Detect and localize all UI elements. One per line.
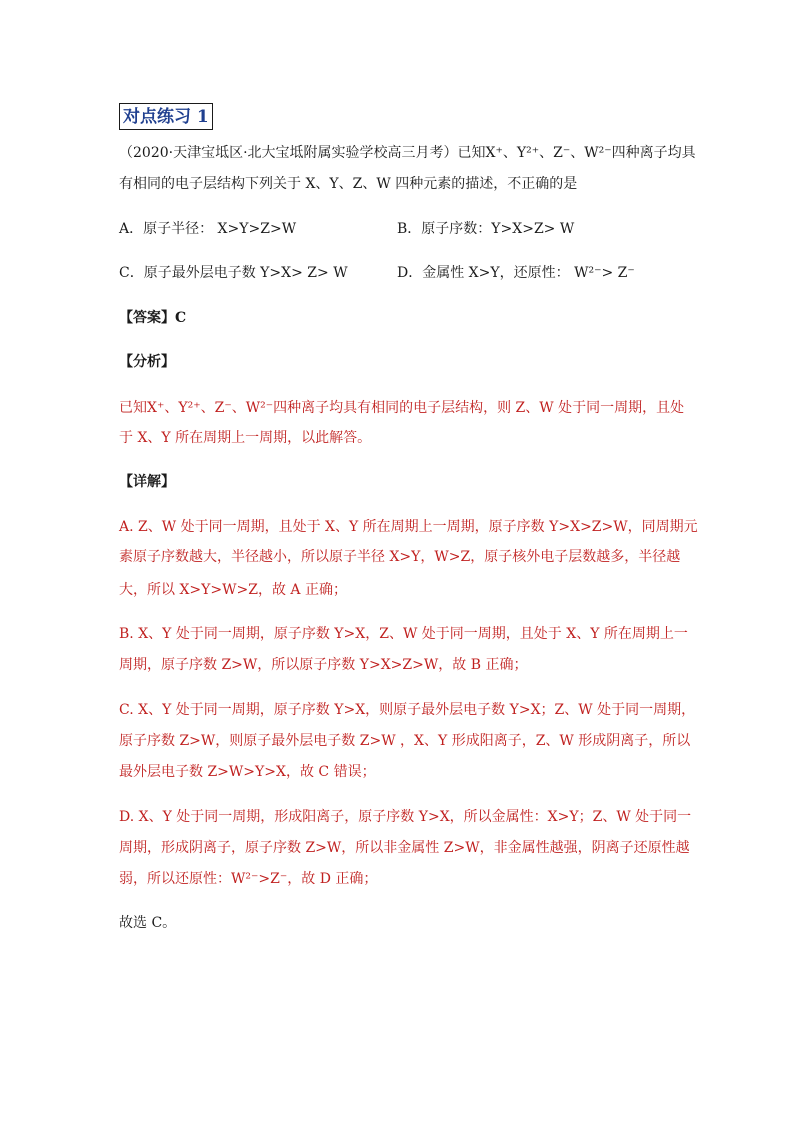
detail-d-line-3: 弱，所以还原性：W²⁻>Z⁻，故 D 正确； xyxy=(119,871,378,887)
analysis-line-1: 已知X⁺、Y²⁺、Z⁻、W²⁻四种离子均具有相同的电子层结构，则 Z、W 处于同一周期，且处 xyxy=(119,400,685,416)
option-d: D．金属性 X>Y，还原性： W²⁻> Z⁻ xyxy=(397,265,635,281)
detail-b-line-1: B. X、Y 处于同一周期，原子序数 Y>X，Z、W 处于同一周期，且处于 X、Y 所在周期上一 xyxy=(119,626,688,642)
analysis-label: 【分析】 xyxy=(119,354,175,370)
exercise-title: 对点练习 1 xyxy=(119,103,213,130)
detail-c-line-2: 原子序数 Z>W，则原子最外层电子数 Z>W ，X、Y 形成阳离子，Z、W 形成阴离子，所以 xyxy=(119,733,691,749)
detail-d-line-2: 周期，形成阴离子，原子序数 Z>W，所以非金属性 Z>W，非金属性越强，阴离子还原性越 xyxy=(119,840,690,856)
conclusion: 故选 C。 xyxy=(119,915,177,931)
option-a: A．原子半径： X>Y>Z>W xyxy=(119,221,297,237)
detail-label: 【详解】 xyxy=(119,474,175,490)
detail-c-line-1: C. X、Y 处于同一周期，原子序数 Y>X，则原子最外层电子数 Y>X；Z、W 处于同一周期， xyxy=(119,702,696,718)
analysis-line-2: 于 X、Y 所在周期上一周期，以此解答。 xyxy=(119,430,372,446)
question-line-1: （2020·天津宝坻区·北大宝坻附属实验学校高三月考）已知X⁺、Y²⁺、Z⁻、W²⁻四种离子均具 xyxy=(119,145,696,161)
detail-d-line-1: D. X、Y 处于同一周期，形成阳离子，原子序数 Y>X，所以金属性：X>Y；Z、W 处于同一 xyxy=(119,809,692,825)
detail-a-line-2: 素原子序数越大，半径越小，所以原子半径 X>Y，W>Z，原子核外电子层数越多，半径越 xyxy=(119,549,681,565)
detail-a-line-3: 大，所以 X>Y>W>Z，故 A 正确； xyxy=(119,582,347,598)
option-b: B．原子序数：Y>X>Z> W xyxy=(397,221,575,237)
detail-c-line-3: 最外层电子数 Z>W>Y>X，故 C 错误； xyxy=(119,764,376,780)
answer-label: 【答案】C xyxy=(119,310,187,326)
detail-b-line-2: 周期，原子序数 Z>W，所以原子序数 Y>X>Z>W，故 B 正确； xyxy=(119,657,528,673)
question-line-2: 有相同的电子层结构下列关于 X、Y、Z、W 四种元素的描述，不正确的是 xyxy=(119,176,578,192)
option-c: C．原子最外层电子数 Y>X> Z> W xyxy=(119,265,348,281)
detail-a-line-1: A. Z、W 处于同一周期，且处于 X、Y 所在周期上一周期，原子序数 Y>X>Z>W，同周期元 xyxy=(119,519,698,535)
